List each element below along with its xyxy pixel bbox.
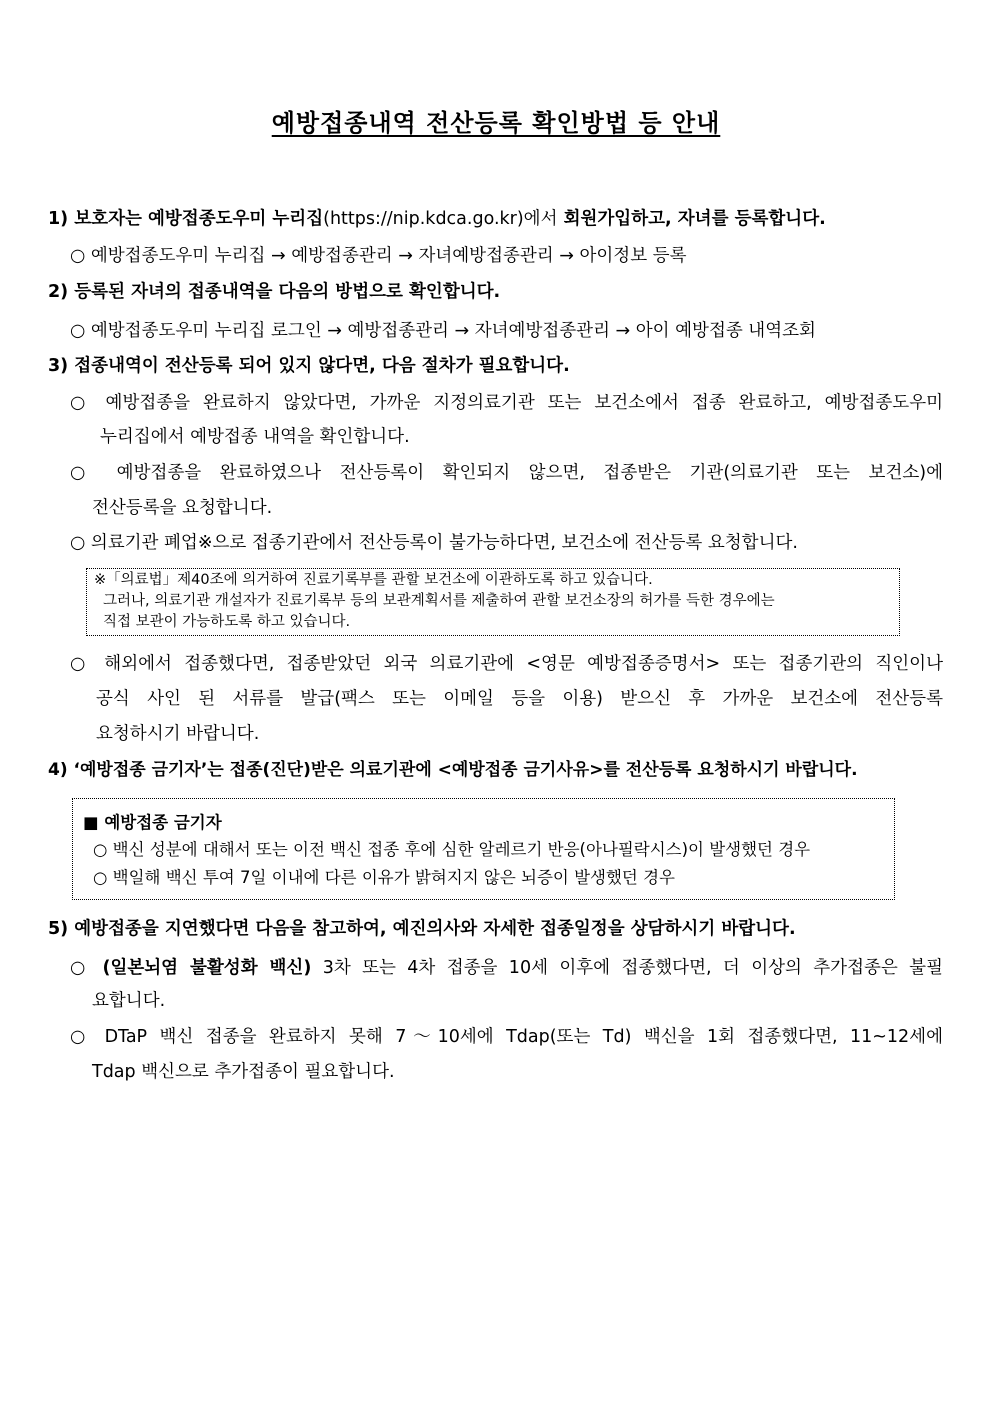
contraindication-item2: ○ 백일해 백신 투여 7일 이내에 다른 이유가 밝혀지지 않은 뇌증이 발생했던 경우 xyxy=(93,868,675,887)
section5-heading: 5) 예방접종을 지연했다면 다음을 참고하여, 예진의사와 자세한 접종일정을 상담하시기 바랍니다. xyxy=(48,919,796,939)
section5-item2-line2: Tdap 백신으로 추가접종이 필요합니다. xyxy=(92,1062,395,1082)
contraindication-item1: ○ 백신 성분에 대해서 또는 이전 백신 접종 후에 심한 알레르기 반응(아나필락시스)이 발생했던 경우 xyxy=(93,840,811,859)
section3-item3: ○ 의료기관 폐업※으로 접종기관에서 전산등록이 불가능하다면, 보건소에 전산등록 요청합니다. xyxy=(70,533,798,553)
section3-item2-line2: 전산등록을 요청합니다. xyxy=(92,498,273,518)
legal-note-box xyxy=(86,568,900,636)
page-title-text: 예방접종내역 전산등록 확인방법 등 안내 xyxy=(271,109,721,137)
section3-heading: 3) 접종내역이 전산등록 되어 있지 않다면, 다음 절차가 필요합니다. xyxy=(48,356,570,376)
section4-heading: 4) ‘예방접종 금기자’는 접종(진단)받은 의료기관에 <예방접종 금기사유>를 전산등록 요청하시기 바랍니다. xyxy=(48,760,858,780)
section1-heading xyxy=(48,206,826,232)
section2-heading: 2) 등록된 자녀의 접종내역을 다음의 방법으로 확인합니다. xyxy=(48,282,501,302)
section3-item1-line1: ○ 예방접종을 완료하지 않았다면, 가까운 지정의료기관 또는 보건소에서 접종 완료하고, 예방접종도우미 xyxy=(70,393,943,413)
section5-item1-bullet: ○ xyxy=(70,958,103,978)
section2-item: ○ 예방접종도우미 누리집 로그인 → 예방접종관리 → 자녀예방접종관리 → 아이 예방접종 내역조회 xyxy=(70,321,816,341)
page-title xyxy=(0,106,992,140)
legal-note-line3: 직접 보관이 가능하도록 하고 있습니다. xyxy=(103,614,351,630)
section3-item4-line3: 요청하시기 바랍니다. xyxy=(96,724,260,744)
section5-item1-line2: 요합니다. xyxy=(92,991,166,1011)
section3-item4-line2: 공식 사인 된 서류를 발급(팩스 또는 이메일 등을 이용) 받으신 후 가까운 보건소에 전산등록 xyxy=(96,689,943,709)
contraindication-box-title: ■ 예방접종 금기자 xyxy=(83,813,222,832)
section5-item1-line1 xyxy=(70,955,943,981)
section1-item: ○ 예방접종도우미 누리집 → 예방접종관리 → 자녀예방접종관리 → 아이정보 등록 xyxy=(70,246,687,266)
section5-item1-rest: 3차 또는 4차 접종을 10세 이후에 접종했다면, 더 이상의 추가접종은 불필 xyxy=(311,958,943,978)
section5-item1-bold: (일본뇌염 불활성화 백신) xyxy=(102,958,312,978)
legal-note-line1: ※「의료법」제40조에 의거하여 진료기록부를 관할 보건소에 이관하도록 하고 있습니다. xyxy=(94,572,653,588)
section1-heading-url: (https://nip.kdca.go.kr)에서 xyxy=(323,209,558,229)
section1-heading-pre: 1) 보호자는 예방접종도우미 누리집 xyxy=(48,209,324,229)
section3-item2-line1: ○ 예방접종을 완료하였으나 전산등록이 확인되지 않으면, 접종받은 기관(의료기관 또는 보건소)에 xyxy=(70,463,943,483)
contraindication-box xyxy=(72,798,895,900)
section5-item2-line1: ○ DTaP 백신 접종을 완료하지 못해 7～10세에 Tdap(또는 Td) 백신을 1회 접종했다면, 11~12세에 xyxy=(70,1027,943,1047)
section3-item4-line1: ○ 해외에서 접종했다면, 접종받았던 외국 의료기관에 <영문 예방접종증명서> 또는 접종기관의 직인이나 xyxy=(70,654,943,674)
section1-heading-post: 회원가입하고, 자녀를 등록합니다. xyxy=(557,209,826,229)
legal-note-line2: 그러나, 의료기관 개설자가 진료기록부 등의 보관계획서를 제출하여 관할 보건소장의 허가를 득한 경우에는 xyxy=(103,593,775,609)
section3-item1-line2: 누리집에서 예방접종 내역을 확인합니다. xyxy=(100,427,410,447)
